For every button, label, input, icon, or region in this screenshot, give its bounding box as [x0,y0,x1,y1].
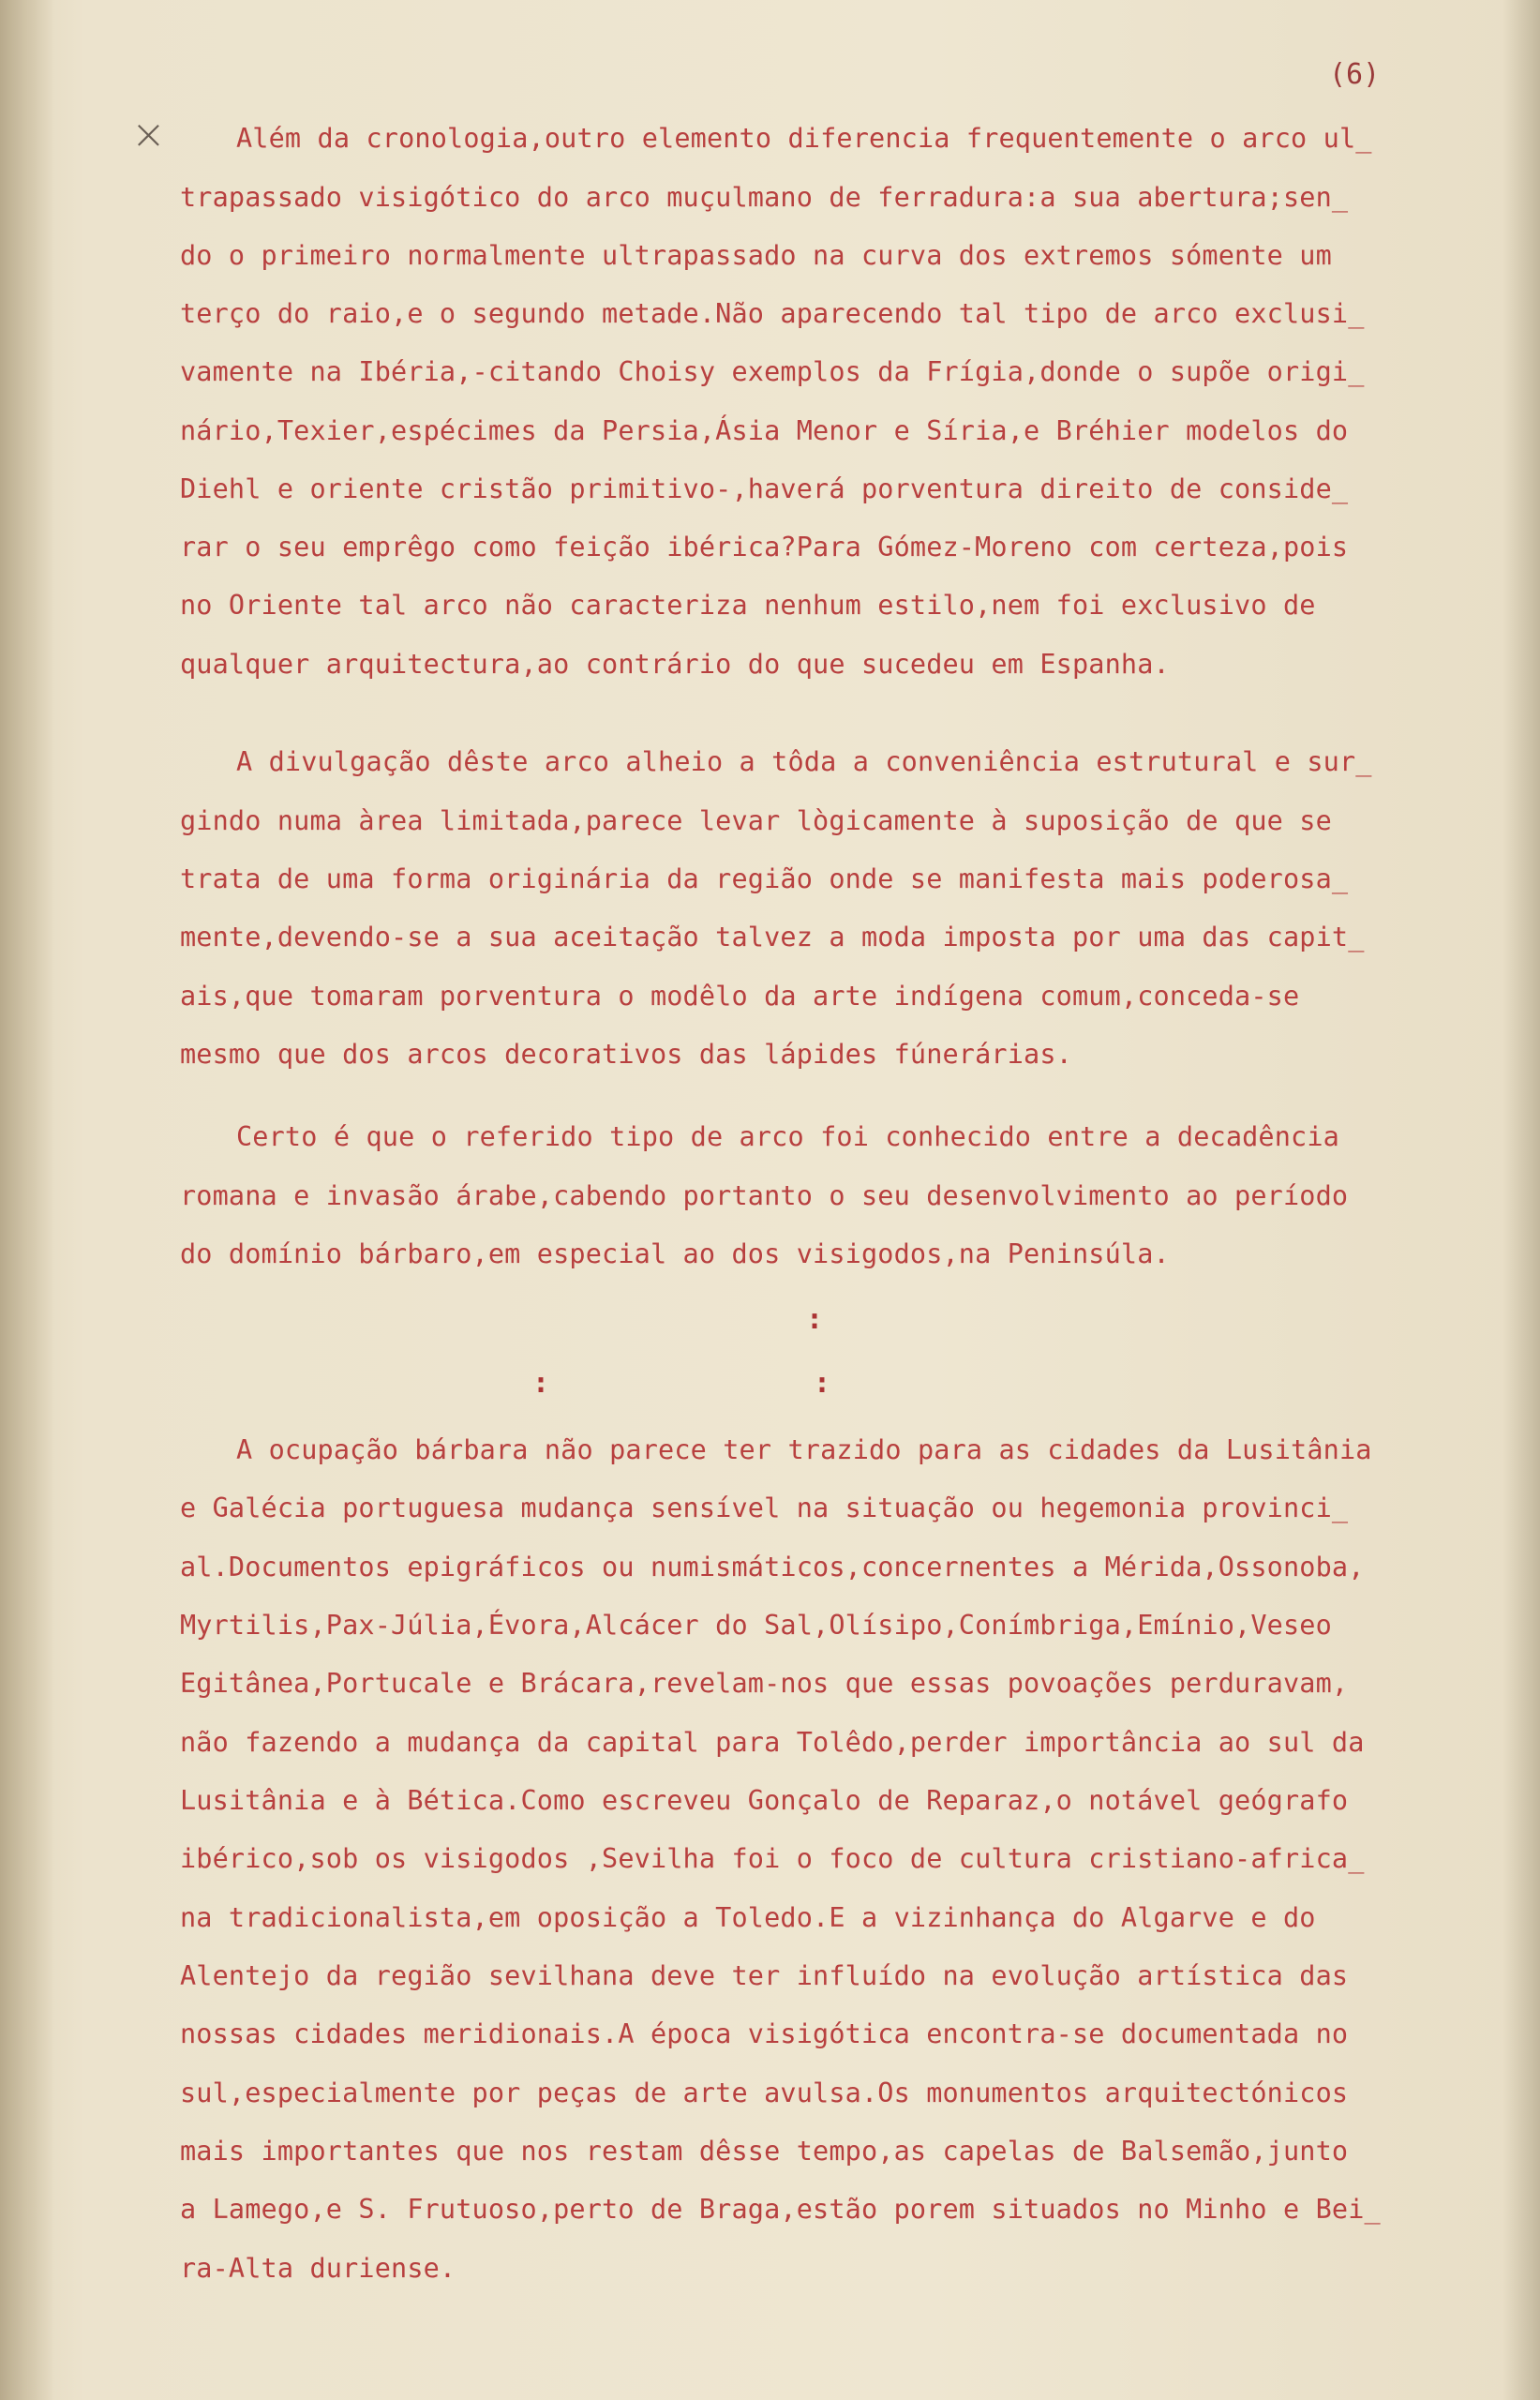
text-line: ra-Alta duriense. [180,2253,456,2284]
text-line: Além da cronologia,outro elemento diferencia frequentemente o arco ul_ [236,123,1372,154]
text-line: Lusitânia e à Bética.Como escreveu Gonçalo de Reparaz,o notável geógrafo [180,1785,1349,1816]
text-line: trapassado visigótico do arco muçulmano de ferradura:a sua abertura;sen_ [180,182,1349,213]
text-line: Certo é que o referido tipo de arco foi conhecido entre a decadência [236,1121,1339,1152]
text-line: ibérico,sob os visigodos ,Sevilha foi o foco de cultura cristiano-africa_ [180,1843,1365,1874]
text-line: do domínio bárbaro,em especial ao dos visigodos,na Peninsúla. [180,1238,1170,1269]
text-line: qualquer arquitectura,ao contrário do que sucedeu em Espanha. [180,649,1170,680]
text-line: no Oriente tal arco não caracteriza nenhum estilo,nem foi exclusivo de [180,590,1316,621]
text-line: Diehl e oriente cristão primitivo-,haverá porventura direito de conside_ [180,473,1349,504]
text-line: mais importantes que nos restam dêsse tempo,as capelas de Balsemão,junto [180,2136,1349,2167]
text-line: Alentejo da região sevilhana deve ter influído na evolução artística das [180,1960,1349,1991]
text-line: mesmo que dos arcos decorativos das lápides fúnerárias. [180,1039,1072,1070]
section-separator: : [806,1303,824,1336]
text-line: rar o seu emprêgo como feição ibérica?Para Gómez-Moreno com certeza,pois [180,532,1349,562]
text-line: nário,Texier,espécimes da Persia,Ásia Menor e Síria,e Bréhier modelos do [180,415,1349,446]
margin-mark: × [131,111,166,158]
text-line: trata de uma forma originária da região onde se manifesta mais poderosa_ [180,863,1349,894]
text-line: terço do raio,e o segundo metade.Não aparecendo tal tipo de arco exclusi_ [180,298,1365,329]
text-line: A ocupação bárbara não parece ter trazido para as cidades da Lusitânia [236,1434,1372,1465]
text-line: Egitânea,Portucale e Brácara,revelam-nos que essas povoações perduravam, [180,1668,1349,1699]
section-separator: : [532,1367,550,1400]
page-number: (6) [1329,58,1381,91]
text-line: Myrtilis,Pax-Júlia,Évora,Alcácer do Sal,Olísipo,Conímbriga,Emínio,Veseo [180,1610,1332,1641]
text-line: romana e invasão árabe,cabendo portanto o seu desenvolvimento ao período [180,1180,1349,1211]
text-line: nossas cidades meridionais.A época visigótica encontra-se documentada no [180,2018,1349,2049]
text-line: ais,que tomaram porventura o modêlo da arte indígena comum,conceda-se [180,981,1300,1012]
text-line: não fazendo a mudança da capital para Tolêdo,perder importância ao sul da [180,1727,1365,1758]
text-line: A divulgação dêste arco alheio a tôda a conveniência estrutural e sur_ [236,746,1372,777]
text-line: a Lamego,e S. Frutuoso,perto de Braga,estão porem situados no Minho e Bei_ [180,2194,1381,2225]
text-line: vamente na Ibéria,-citando Choisy exemplos da Frígia,donde o supõe origi_ [180,356,1365,387]
text-line: al.Documentos epigráficos ou numismáticos,concernentes a Mérida,Ossonoba, [180,1552,1365,1582]
text-line: do o primeiro normalmente ultrapassado na curva dos extremos sómente um [180,240,1332,271]
section-separator: : [814,1367,831,1400]
text-line: gindo numa àrea limitada,parece levar lògicamente à suposição de que se [180,805,1332,836]
text-line: sul,especialmente por peças de arte avulsa.Os monumentos arquitectónicos [180,2078,1349,2108]
text-line: e Galécia portuguesa mudança sensível na situação ou hegemonia provinci_ [180,1492,1349,1523]
text-line: na tradicionalista,em oposição a Toledo.E a vizinhança do Algarve e do [180,1902,1316,1933]
text-line: mente,devendo-se a sua aceitação talvez a moda imposta por uma das capit_ [180,922,1365,952]
